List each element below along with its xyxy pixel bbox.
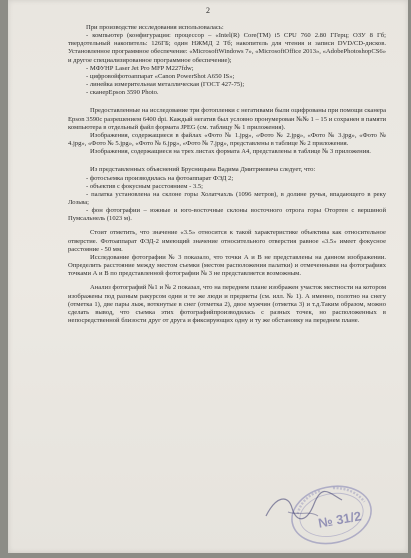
paragraph-scanner: - сканерEpson 3590 Photo. <box>86 89 159 97</box>
paragraph-aperture: Стоит отметить, что значение «3.5» относится к такой характеристике объектива как относительное отверстие. Фотоаппарат ФЭД-2 имеющий значение относительного отверстия равное «3.5» имеет фокусное расстояние - 50 мм. <box>68 229 386 253</box>
document-body <box>68 24 386 325</box>
paragraph-digitization: Предоставленные на исследование три фотопленки с негативами были оцифрованы при помощи сканера Epson 3590с разрешением 6400 dpi. Каждый негатив был условно пронумерован №№ 1 – 15 и сохранен в памяти компьютера в отдельный файл формата JPEG (см. таблицу № 1 приложения). <box>68 107 386 131</box>
list-item-tent: - палатка установлена на склоне горы Холатчахль (1096 метров), в долине ручья, впадающего в реку Лозьва; <box>68 190 386 206</box>
paragraph-photo-3: Исследование фотографии № 3 показало, что точки А и В не представлены на данном изображении. Определить расстояние между местом съемки (местом расположения палатки) и отмеченными на фотографиях точками А и В по представленной фотографии № 3 не представляется возможным. <box>68 253 386 278</box>
paragraph-computer: - компьютер (конфигурация: процессор – «Intel(R) Core(TM) i5 CPU 760 2.80 ГГерц; ОЗУ 8 Гб; твердотельный накопитель: 126ГБ; один НЖМД 2 Тб; накопитель для чтения и записи DVD/CD-дисков. Установленное программное обеспечение: «MicrosoftWindows 7», «MicrosoftOffice 2013», «AdobePhotoshopCS6» и другое специализированное программное обеспечение); <box>68 32 386 64</box>
paragraph-files: Изображения, содержащиеся в файлах «Фото № 1.jpg», «Фото № 2.jpg», «Фото № 3.jpg», «Фото № 4.jpg», «Фото № 5.jpg», «Фото № 6.jpg», «Фото № 7.jpg», представлены в таблице № 2 приложения. <box>68 131 386 148</box>
paragraph-analysis: Анализ фотографий №1 и № 2 показал, что на переднем плане изображен участок местности на котором изображены под разным ракурсом одни и те же люди и предметы (см. илл. № 1). А именно, полотно на снегу (отметка 1), две пары лыж, воткнутые в снег (отметка 2), двое мужчин (отметка 3) и т.д.Таким образом, можно сделать вывод, что съемка этих фотографийпроизводилась с разных точек, но расположенных в непосредственной близости друг от друга и фиксирующих одну и ту же обстановку на переднем плане. <box>68 284 386 324</box>
document-page <box>8 0 408 553</box>
paragraph-mfu: - МФУНР Laser Jet Pro MFP M227fdw; <box>86 64 194 72</box>
list-item-camera: - фотосъемка производилась на фотоаппарат ФЭД 2; <box>86 174 234 182</box>
paragraph-sheets: Изображения, содержащиеся на трех листах формата А4, представлены в таблице № 3 приложения. <box>90 148 371 156</box>
list-item-background: - фон фотографии – южные и юго-восточные склоны восточного отрога горы Отортен с вершиной Пумсальнель (1023 м). <box>68 207 386 223</box>
paragraph-ruler: - линейка измерительная металлическая (ГОСТ 427-75); <box>86 81 245 89</box>
paragraph-camera: - цифровойфотоаппарат «Canon PowerShot A650 IS»; <box>86 72 235 80</box>
paragraph-equipment-intro: При производстве исследования использовалась: <box>86 24 224 31</box>
paragraph-explanations: Из представленных объяснений Брусницына Вадима Дмитриевича следует, что: <box>90 166 316 174</box>
list-item-lens: - объектив с фокусным расстоянием - 3.5; <box>86 182 204 190</box>
stamp-number: № 31/2 <box>317 508 363 531</box>
page-number: 2 <box>206 6 210 15</box>
